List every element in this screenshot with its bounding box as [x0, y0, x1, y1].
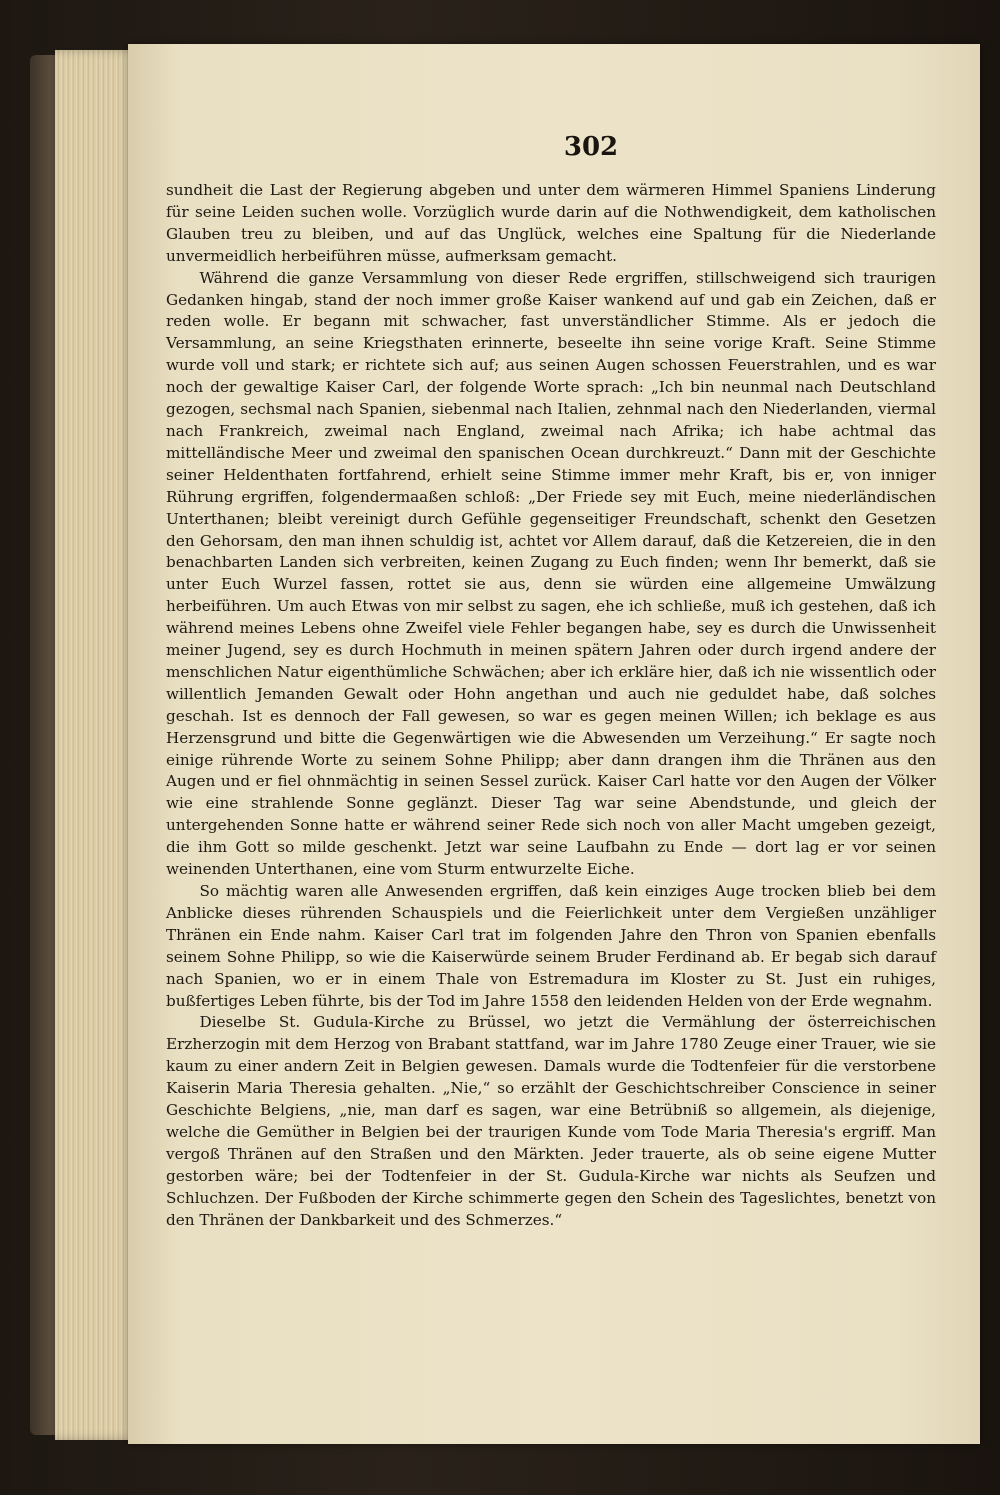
paragraph: So mächtig waren alle Anwesenden ergriffen, daß kein einziges Auge trocken blieb bei dem Anblicke dieses rührenden Schauspiels und die Feierlichkeit unter dem Vergießen unzähliger Thränen ein Ende nahm. Kaiser Carl trat im folgenden Jahre den Thron von Spanien ebenfalls seinem Sohne Philipp, so wie die Kaiserwürde seinem Bruder Ferdinand ab. Er begab sich darauf nach Spanien, wo er in einem Thale von Estremadura im Kloster zu St. Just ein ruhiges, bußfertiges Leben führte, bis der Tod im Jahre 1558 den leidenden Helden von der Erde wegnahm.	[166, 882, 936, 1010]
book-page	[128, 44, 980, 1444]
page-number: 302	[563, 132, 619, 162]
paragraph: Dieselbe St. Gudula-Kirche zu Brüssel, wo jetzt die Vermählung der österreichischen Erzherzogin mit dem Herzog von Brabant stattfand, war im Jahre 1780 Zeuge einer Trauer, wie sie kaum zu einer andern Zeit in Belgien gewesen. Damals wurde die Todtenfeier für die verstorbene Kaiserin Maria Theresia gehalten. „Nie,“ so erzählt der Geschichtschreiber Conscience in seiner Geschichte Belgiens, „nie, man darf es sagen, war eine Betrübniß so allgemein, als diejenige, welche die Gemüther in Belgien bei der traurigen Kunde vom Tode Maria Theresia's ergriff. Man vergoß Thränen auf den Straßen und den Märkten. Jeder trauerte, als ob seine eigene Mutter gestorben wäre; bei der Todtenfeier in der St. Gudula-Kirche war nichts als Seufzen und Schluchzen. Der Fußboden der Kirche schimmerte gegen den Schein des Tageslichtes, benetzt von den Thränen der Dankbarkeit und des Schmerzes.“	[166, 1013, 936, 1229]
page-body	[166, 180, 936, 1232]
paragraph: Während die ganze Versammlung von dieser Rede ergriffen, stillschweigend sich traurigen Gedanken hingab, stand der noch immer große Kaiser wankend auf und gab ein Zeichen, daß er reden wolle. Er begann mit schwacher, fast unverständlicher Stimme. Als er jedoch die Versammlung, an seine Kriegsthaten erinnerte, beseelte ihn seine vorige Kraft. Seine Stimme wurde voll und stark; er richtete sich auf; aus seinen Augen schossen Feuerstrahlen, und es war noch der gewaltige Kaiser Carl, der folgende Worte sprach: „Ich bin neunmal nach Deutschland gezogen, sechsmal nach Spanien, siebenmal nach Italien, zehnmal nach den Niederlanden, viermal nach Frankreich, zweimal nach England, zweimal nach Afrika; ich habe achtmal das mittelländische Meer und zweimal den spanischen Ocean durchkreuzt.“ Dann mit der Geschichte seiner Heldenthaten fortfahrend, erhielt seine Stimme immer mehr Kraft, bis er, von inniger Rührung ergriffen, folgendermaaßen schloß: „Der Friede sey mit Euch, meine niederländischen Unterthanen; bleibt vereinigt durch Gefühle gegenseitiger Freundschaft, schenkt den Gesetzen den Gehorsam, den man ihnen schuldig ist, achtet vor Allem darauf, daß die Ketzereien, die in den benachbarten Landen sich verbreiten, keinen Zugang zu Euch finden; wenn Ihr bemerkt, daß sie unter Euch Wurzel fassen, rottet sie aus, denn sie würden eine allgemeine Umwälzung herbeiführen. Um auch Etwas von mir selbst zu sagen, ehe ich schließe, muß ich gestehen, daß ich während meines Lebens ohne Zweifel viele Fehler begangen habe, sey es durch die Unwissenheit meiner Jugend, sey es durch Hochmuth in meinen spätern Jahren oder durch irgend andere der menschlichen Natur eigenthümliche Schwächen; aber ich erkläre hier, daß ich nie wissentlich oder willentlich Jemanden Gewalt oder Hohn angethan und auch nie geduldet habe, daß solches geschah. Ist es dennoch der Fall gewesen, so war es gegen meinen Willen; ich beklage es aus Herzensgrund und bitte die Gegenwärtigen wie die Abwesenden um Verzeihung.“ Er sagte noch einige rührende Worte zu seinem Sohne Philipp; aber dann drangen ihm die Thränen aus den Augen und er fiel ohnmächtig in seinen Sessel zurück. Kaiser Carl hatte vor den Augen der Völker wie eine strahlende Sonne geglänzt. Dieser Tag war seine Abendstunde, und gleich der untergehenden Sonne hatte er während seiner Rede sich noch von aller Macht umgeben gezeigt, die ihm Gott so milde geschenkt. Jetzt war seine Laufbahn zu Ende — dort lag er vor seinen weinenden Unterthanen, eine vom Sturm entwurzelte Eiche.	[166, 268, 936, 879]
paragraph: sundheit die Last der Regierung abgeben und unter dem wärmeren Himmel Spaniens Linderung für seine Leiden suchen wolle. Vorzüglich wurde darin auf die Nothwendigkeit, dem katholischen Glauben treu zu bleiben, und auf das Unglück, welches eine Spaltung für die Niederlande unvermeidlich herbeiführen müsse, aufmerksam gemacht.	[166, 181, 936, 265]
